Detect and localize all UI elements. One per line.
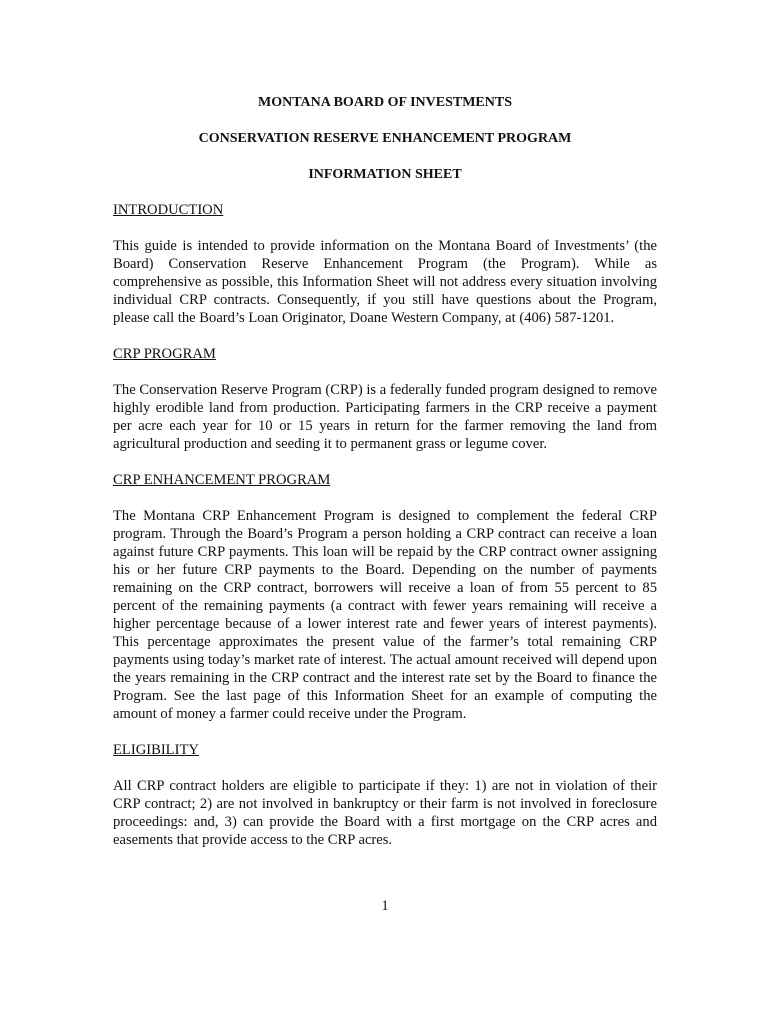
- section-introduction: [113, 201, 657, 327]
- section-eligibility: [113, 741, 657, 849]
- document-body: [113, 94, 657, 867]
- section-heading-crp-enhancement-program: CRP ENHANCEMENT PROGRAM: [113, 472, 331, 488]
- section-heading-eligibility: ELIGIBILITY: [113, 742, 199, 758]
- section-text-eligibility: All CRP contract holders are eligible to participate if they: 1) are not in violation of their CRP contract; 2) are not involved in bankruptcy or their farm is not involved in foreclosure proceedings: and, 3) can provide the Board with a first mortgage on the CRP acres and easements that provide access to the CRP acres.: [113, 778, 657, 848]
- section-crp-enhancement-program: [113, 471, 657, 723]
- section-heading-introduction: INTRODUCTION: [113, 202, 224, 218]
- document-title-sheet: INFORMATION SHEET: [308, 167, 462, 182]
- section-text-crp-enhancement-program: The Montana CRP Enhancement Program is designed to complement the federal CRP program. Through the Board’s Program a person holding a CRP contract can receive a loan against future CRP payments. This loan will be repaid by the CRP contract owner assigning his or her future CRP payments to the Board. Depending on the number of payments remaining on the CRP contract, borrowers will receive a loan of from 55 percent to 85 percent of the remaining payments (a contract with fewer years remaining will receive a higher percentage because of a lower interest rate and fewer years of interest payments). This percentage approximates the present value of the farmer’s total remaining CRP payments using today’s market rate of interest. The actual amount received will depend upon the years remaining in the CRP contract and the interest rate set by the Board to finance the Program. See the last page of this Information Sheet for an example of computing the amount of money a farmer could receive under the Program.: [113, 508, 657, 722]
- section-text-crp-program: The Conservation Reserve Program (CRP) is a federally funded program designed to remove highly erodible land from production. Participating farmers in the CRP receive a payment per acre each year for 10 or 15 years in return for the farmer removing the land from agricultural production and seeding it to permanent grass or legume cover.: [113, 382, 657, 452]
- document-title-program: CONSERVATION RESERVE ENHANCEMENT PROGRAM: [198, 131, 572, 146]
- section-text-introduction: This guide is intended to provide information on the Montana Board of Investments’ (the Board) Conservation Reserve Enhancement Program (the Program). While as comprehensive as possible, this Information Sheet will not address every situation involving individual CRP contracts. Consequently, if you still have questions about the Program, please call the Board’s Loan Originator, Doane Western Company, at (406) 587-1201.: [113, 238, 657, 326]
- section-crp-program: [113, 345, 657, 453]
- page-number: 1: [381, 898, 389, 914]
- section-heading-crp-program: CRP PROGRAM: [113, 346, 216, 362]
- document-title-organization: MONTANA BOARD OF INVESTMENTS: [258, 95, 512, 110]
